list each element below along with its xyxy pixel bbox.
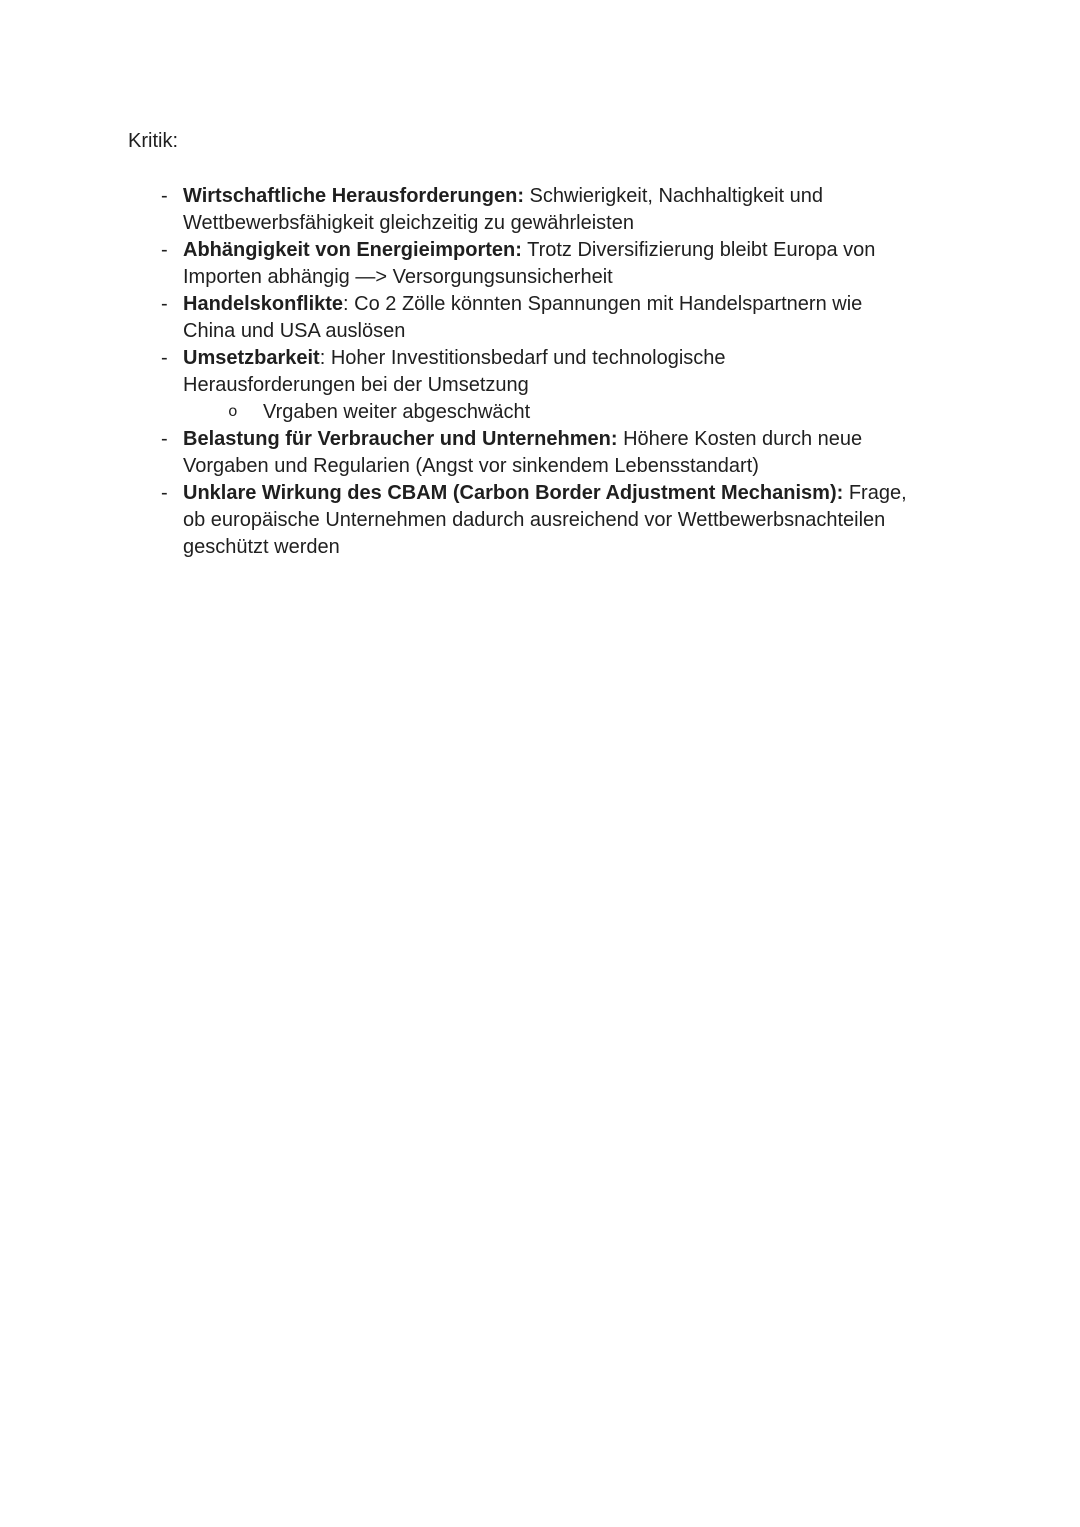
- dash-bullet-icon: -: [161, 347, 168, 369]
- item-bold-lead: Belastung für Verbraucher und Unternehmen:: [183, 428, 618, 450]
- item-bold-lead: Handelskonflikte: [183, 293, 344, 315]
- item-bold-lead: Unklare Wirkung des CBAM (Carbon Border Adjustment Mechanism):: [183, 482, 844, 504]
- sub-item-text: Vrgaben weiter abgeschwächt: [263, 401, 531, 423]
- list-item: [161, 291, 1080, 345]
- list-item-text: [183, 183, 823, 237]
- criticism-list: [161, 183, 1080, 561]
- item-continuation-line: ob europäische Unternehmen dadurch ausreichend vor Wettbewerbsnachteilen: [183, 509, 886, 531]
- list-item: [161, 345, 1080, 426]
- sub-list-item: [228, 399, 726, 426]
- item-after-bold: Höhere Kosten durch neue: [617, 428, 863, 450]
- section-heading: Kritik:: [128, 130, 178, 152]
- dash-bullet-icon: -: [161, 428, 168, 450]
- dash-bullet-icon: -: [161, 293, 168, 315]
- list-item: [161, 480, 1080, 561]
- list-item-text: [183, 291, 862, 345]
- item-after-bold: : Hoher Investitionsbedarf und technologische: [319, 347, 726, 369]
- item-continuation-line: China und USA auslösen: [183, 320, 406, 342]
- item-continuation-line: Vorgaben und Regularien (Angst vor sinkendem Lebensstandart): [183, 455, 759, 477]
- item-after-bold: Trotz Diversifizierung bleibt Europa von: [521, 239, 876, 261]
- dash-bullet-icon: -: [161, 239, 168, 261]
- list-item-text: [183, 237, 875, 291]
- item-first-line: [183, 183, 823, 210]
- item-continuation-line: Wettbewerbsfähigkeit gleichzeitig zu gewährleisten: [183, 212, 634, 234]
- item-after-bold: : Co 2 Zölle könnten Spannungen mit Handelspartnern wie: [343, 293, 863, 315]
- list-item-text: [183, 345, 726, 426]
- dash-bullet-icon: -: [161, 482, 168, 504]
- item-continuation-line: geschützt werden: [183, 536, 340, 558]
- list-item: [161, 183, 1080, 237]
- item-first-line: [183, 291, 862, 318]
- list-item-text: [183, 426, 862, 480]
- item-first-line: [183, 426, 862, 453]
- item-first-line: [183, 237, 875, 264]
- list-item: [161, 237, 1080, 291]
- item-first-line: [183, 480, 907, 507]
- item-bold-lead: Wirtschaftliche Herausforderungen:: [183, 185, 524, 207]
- list-item: [161, 426, 1080, 480]
- item-first-line: [183, 345, 726, 372]
- item-bold-lead: Abhängigkeit von Energieimporten:: [183, 239, 522, 261]
- list-item-text: [183, 480, 907, 561]
- item-after-bold: Schwierigkeit, Nachhaltigkeit und: [524, 185, 824, 207]
- circle-bullet-icon: o: [228, 403, 238, 421]
- item-continuation-line: Importen abhängig —> Versorgungsunsicherheit: [183, 266, 613, 288]
- dash-bullet-icon: -: [161, 185, 168, 207]
- item-after-bold: Frage,: [843, 482, 907, 504]
- item-bold-lead: Umsetzbarkeit: [183, 347, 320, 369]
- item-continuation-line: Herausforderungen bei der Umsetzung: [183, 374, 529, 396]
